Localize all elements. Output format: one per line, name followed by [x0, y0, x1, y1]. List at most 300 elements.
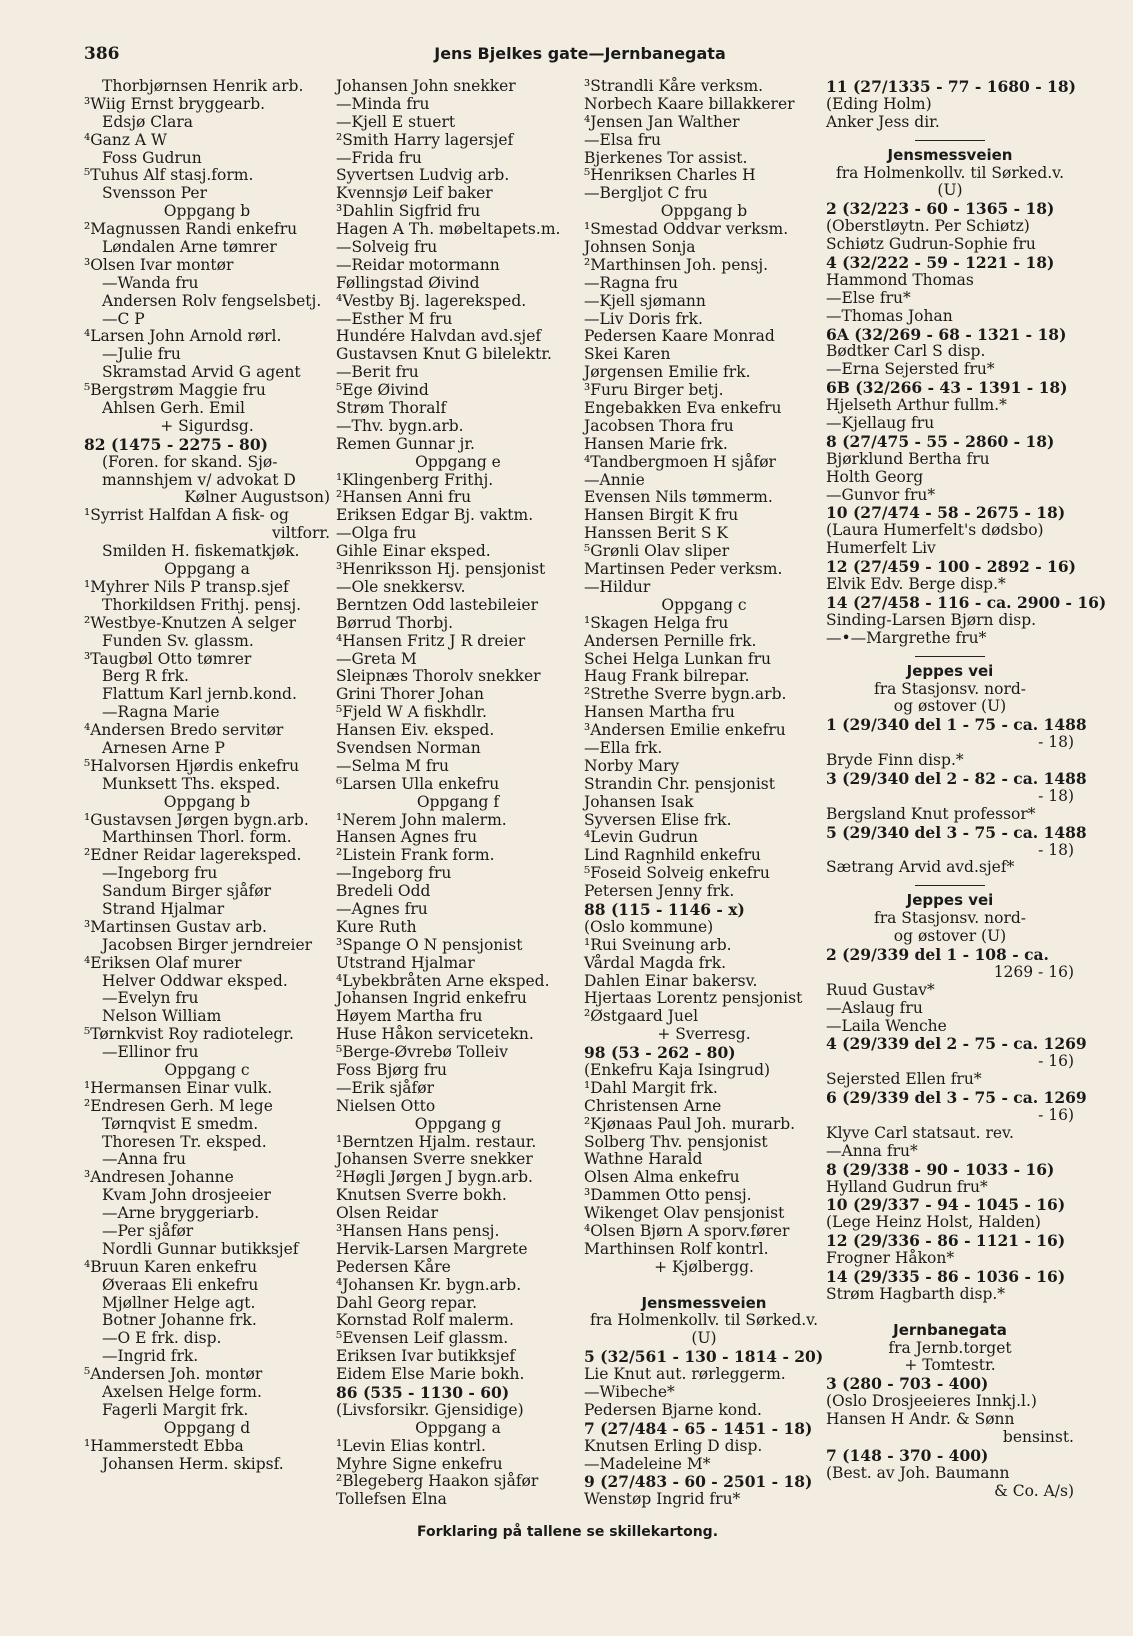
- directory-entry: —Thv. bygn.arb.: [336, 416, 464, 435]
- directory-entry: Øveraas Eli enkefru: [102, 1275, 259, 1294]
- directory-entry: ⁴Jensen Jan Walther: [584, 112, 740, 131]
- directory-entry: Wikenget Olav pensjonist: [584, 1204, 785, 1223]
- directory-entry: Sleipnæs Thorolv snekker: [336, 667, 541, 686]
- directory-entry: Evensen Nils tømmerm.: [584, 488, 773, 507]
- directory-entry: ⁴Vestby Bj. lagereksped.: [336, 291, 527, 310]
- directory-entry: ¹Levin Elias kontrl.: [336, 1436, 486, 1455]
- directory-entry: Eriksen Edgar Bj. vaktm.: [336, 506, 534, 525]
- directory-entry: Hagen A Th. møbeltapets.m.: [336, 220, 561, 239]
- directory-entry: ¹Myhrer Nils P transp.sjef: [84, 577, 289, 596]
- directory-entry: Tollefsen Elna: [336, 1490, 447, 1509]
- directory-entry: ²Hansen Anni fru: [336, 488, 472, 507]
- directory-entry: Skramstad Arvid G agent: [102, 363, 301, 382]
- section-label: Oppgang g: [414, 1114, 502, 1133]
- directory-entry: Jacobsen Birger jerndreier: [102, 935, 313, 954]
- directory-entry: ³Hansen Hans pensj.: [336, 1222, 500, 1240]
- directory-entry: (Oslo Drosjeeieres Innkj.l.): [826, 1392, 1037, 1411]
- directory-entry: Thorkildsen Frithj. pensj.: [102, 595, 302, 614]
- directory-entry: Christensen Arne: [584, 1096, 722, 1115]
- directory-entry: —Else fru*: [826, 288, 911, 307]
- directory-entry: Berntzen Odd lastebileier: [336, 595, 539, 614]
- section-label: Oppgang a: [415, 1418, 501, 1437]
- section-label: fra Jernb.torget: [888, 1338, 1012, 1357]
- directory-entry: Johansen Isak: [584, 792, 694, 811]
- directory-entry: (Oslo kommune): [584, 917, 714, 936]
- directory-entry: Løndalen Arne tømrer: [102, 238, 277, 257]
- directory-entry: Pedersen Bjarne kond.: [584, 1400, 762, 1419]
- directory-entry: ³Olsen Ivar montør: [84, 255, 234, 274]
- directory-entry: —Thomas Johan: [826, 306, 953, 325]
- directory-entry: ⁴Tandbergmoen H sjåfør: [584, 452, 776, 471]
- directory-entry: Føllingstad Øivind: [336, 273, 480, 292]
- directory-entry: 3 (280 - 703 - 400): [826, 1374, 989, 1394]
- section-label: (U): [691, 1329, 717, 1348]
- directory-entry: Bryde Finn disp.*: [826, 751, 964, 770]
- directory-entry: —Kjellaug fru: [826, 414, 935, 433]
- page-number: 386: [84, 44, 120, 64]
- directory-entry: Frogner Håkon*: [826, 1249, 955, 1268]
- directory-entry: Elvik Edv. Berge disp.*: [826, 575, 1006, 594]
- directory-entry: ²Strethe Sverre bygn.arb.: [584, 685, 787, 704]
- directory-entry: Nielsen Otto: [336, 1096, 436, 1115]
- directory-entry: ¹Syrrist Halfdan A fisk- og: [84, 506, 289, 525]
- directory-entry: - 16): [1038, 1052, 1074, 1071]
- directory-entry: —Per sjåfør: [102, 1222, 194, 1240]
- directory-entry: (Livsforsikr. Gjensidige): [336, 1400, 524, 1419]
- directory-entry: Ahlsen Gerh. Emil: [102, 399, 245, 418]
- street-heading: Jeppes vei: [906, 661, 994, 680]
- directory-entry: Botner Johanne frk.: [102, 1311, 257, 1330]
- directory-entry: Bredeli Odd: [336, 882, 431, 901]
- directory-entry: Martinsen Peder verksm.: [584, 560, 783, 579]
- section-label: Oppgang b: [660, 202, 748, 221]
- directory-entry: Gihle Einar eksped.: [336, 542, 491, 561]
- directory-entry: viltforr.: [271, 524, 330, 543]
- directory-entry: —•—Margrethe fru*: [826, 628, 987, 647]
- directory-entry: ⁵Berge-Øvrebø Tolleiv: [336, 1043, 509, 1062]
- directory-entry: —Ingeborg fru: [336, 864, 452, 883]
- directory-entry: —Anna fru: [102, 1150, 186, 1169]
- section-label: og østover (U): [893, 697, 1007, 716]
- directory-entry: [584, 1277, 824, 1295]
- directory-entry: Marthinsen Rolf kontrl.: [584, 1239, 769, 1258]
- directory-entry: Andersen Pernille frk.: [584, 631, 757, 650]
- directory-entry: —Frida fru: [336, 148, 422, 167]
- directory-entry: Hansen Marie frk.: [584, 434, 728, 453]
- directory-entry: ⁵Halvorsen Hjørdis enkefru: [84, 756, 300, 775]
- directory-entry: ³Strandli Kåre verksm.: [584, 77, 764, 95]
- directory-entry: Svensson Per: [102, 184, 207, 203]
- directory-entry: Kvam John drosjeeier: [102, 1186, 271, 1205]
- directory-entry: - 18): [1038, 840, 1074, 859]
- directory-entry: - 16): [1038, 1105, 1074, 1124]
- directory-entry: ¹Smestad Oddvar verksm.: [584, 220, 789, 239]
- directory-entry: —Olga fru: [336, 524, 417, 543]
- directory-entry: Bjørklund Bertha fru: [826, 449, 990, 468]
- directory-entry: Remen Gunnar jr.: [336, 434, 475, 453]
- directory-entry: 2 (32/223 - 60 - 1365 - 18): [826, 199, 1055, 219]
- directory-entry: —C P: [102, 309, 145, 328]
- directory-entry: Svendsen Norman: [336, 738, 481, 757]
- directory-entry: —Julie fru: [102, 345, 181, 364]
- directory-entry: 10 (29/337 - 94 - 1045 - 16): [826, 1195, 1066, 1215]
- directory-entry: Fagerli Margit frk.: [102, 1400, 249, 1419]
- directory-entry: Eriksen Ivar butikksjef: [336, 1347, 516, 1366]
- directory-entry: ⁴Andersen Bredo servitør: [84, 721, 284, 740]
- directory-entry: ⁵Grønli Olav sliper: [584, 542, 730, 561]
- directory-entry: —Arne bryggeriarb.: [102, 1204, 260, 1223]
- section-label: Oppgang e: [415, 452, 501, 471]
- directory-entry: & Co. A/s): [994, 1481, 1074, 1500]
- directory-entry: ²Smith Harry lagersjef: [336, 130, 514, 149]
- directory-entry: Hjelseth Arthur fullm.*: [826, 396, 1007, 415]
- directory-entry: Lie Knut aut. rørleggerm.: [584, 1365, 786, 1384]
- directory-entry: 9 (27/483 - 60 - 2501 - 18): [584, 1472, 813, 1492]
- directory-entry: (Eding Holm): [826, 94, 932, 113]
- directory-entry: ⁶Larsen Ulla enkefru: [336, 774, 500, 793]
- directory-entry: Grini Thorer Johan: [336, 685, 484, 704]
- directory-entry: —Madeleine M*: [584, 1454, 711, 1473]
- directory-entry: —Reidar motormann: [336, 255, 500, 274]
- section-label: Oppgang b: [163, 792, 251, 811]
- directory-entry: ³Dahlin Sigfrid fru: [336, 202, 481, 221]
- directory-entry: Nordli Gunnar butikksjef: [102, 1239, 299, 1258]
- directory-entry: ⁵Foseid Solveig enkefru: [584, 864, 770, 883]
- directory-entry: Olsen Reidar: [336, 1204, 439, 1223]
- section-label: Oppgang a: [164, 560, 250, 579]
- directory-entry: Arnesen Arne P: [102, 738, 225, 757]
- directory-entry: ¹Nerem John malerm.: [336, 810, 507, 829]
- directory-entry: Eidem Else Marie bokh.: [336, 1365, 525, 1384]
- directory-entry: Knutsen Sverre bokh.: [336, 1186, 507, 1205]
- directory-entry: Kvennsjø Leif baker: [336, 184, 493, 203]
- directory-entry: Lind Ragnhild enkefru: [584, 846, 761, 865]
- directory-entry: ⁵Bergstrøm Maggie fru: [84, 381, 266, 400]
- directory-entry: —Ole snekkersv.: [336, 577, 466, 596]
- directory-entry: —Berit fru: [336, 363, 419, 382]
- directory-entry: 5 (32/561 - 130 - 1814 - 20): [584, 1347, 824, 1367]
- footer-note: Forklaring på tallene se skillekartong.: [416, 1524, 719, 1540]
- section-label: fra Holmenkollv. til Sørked.v.: [589, 1311, 819, 1330]
- section-label: fra Stasjonsv. nord-: [873, 909, 1027, 928]
- directory-entry: Børrud Thorbj.: [336, 613, 454, 632]
- directory-entry: Nelson William: [102, 1007, 222, 1026]
- directory-entry: Thorbjørnsen Henrik arb.: [102, 77, 304, 95]
- directory-entry: Hjertaas Lorentz pensjonist: [584, 989, 803, 1008]
- directory-entry: 4 (32/222 - 59 - 1221 - 18): [826, 253, 1055, 273]
- directory-entry: 12 (27/459 - 100 - 2892 - 16): [826, 557, 1076, 577]
- directory-entry: Hundére Halvdan avd.sjef: [336, 327, 542, 346]
- directory-entry: Syversen Elise frk.: [584, 810, 732, 829]
- directory-entry: Johnsen Sonja: [584, 238, 696, 257]
- column-3: [584, 78, 824, 1509]
- section-label: + Tomtestr.: [904, 1356, 996, 1375]
- directory-entry: Petersen Jenny frk.: [584, 882, 735, 901]
- directory-entry: (Laura Humerfelt's dødsbo): [826, 521, 1044, 540]
- section-label: Oppgang c: [164, 1060, 250, 1079]
- street-heading: Jeppes vei: [906, 891, 994, 910]
- directory-entry: —Ellinor fru: [102, 1043, 199, 1062]
- directory-entry: 7 (27/484 - 65 - 1451 - 18): [584, 1418, 813, 1438]
- directory-entry: —Ragna fru: [584, 273, 678, 292]
- directory-entry: Norbech Kaare billakkerer: [584, 94, 795, 113]
- directory-entry: ²Marthinsen Joh. pensj.: [584, 255, 769, 274]
- section-label: fra Stasjonsv. nord-: [873, 679, 1027, 698]
- directory-entry: Hansen Agnes fru: [336, 828, 478, 847]
- directory-entry: (Best. av Joh. Baumann: [826, 1463, 1010, 1482]
- directory-entry: (Oberstløytn. Per Schiøtz): [826, 217, 1030, 236]
- directory-entry: —Agnes fru: [336, 899, 428, 918]
- running-head: Jens Bjelkes gate—Jernbanegata: [434, 44, 726, 63]
- directory-entry: [826, 1304, 1074, 1322]
- directory-entry: ²Østgaard Juel: [584, 1007, 699, 1026]
- directory-entry: ²Endresen Gerh. M lege: [84, 1096, 273, 1115]
- section-label: Oppgang b: [163, 202, 251, 221]
- directory-entry: Bergsland Knut professor*: [826, 804, 1036, 823]
- directory-entry: ⁴Ganz A W: [84, 130, 167, 149]
- directory-entry: ⁴Hansen Fritz J R dreier: [336, 631, 526, 650]
- directory-entry: —Wanda fru: [102, 273, 199, 292]
- section-label: fra Holmenkollv. til Sørked.v.: [835, 163, 1065, 182]
- directory-entry: —O E frk. disp.: [102, 1329, 222, 1348]
- directory-entry: - 18): [1038, 786, 1074, 805]
- directory-entry: Andersen Rolv fengselsbetj.: [102, 291, 322, 310]
- directory-entry: Haug Frank bilrepar.: [584, 667, 750, 686]
- directory-entry: ¹Rui Sveinung arb.: [584, 935, 732, 954]
- directory-entry: Strandin Chr. pensjonist: [584, 774, 775, 793]
- directory-entry: Hansen Martha fru: [584, 703, 735, 722]
- directory-entry: —Liv Doris frk.: [584, 309, 703, 328]
- directory-entry: ³Wiig Ernst bryggearb.: [84, 94, 266, 113]
- directory-entry: 6B (32/266 - 43 - 1391 - 18): [826, 378, 1068, 398]
- directory-entry: —Kjell sjømann: [584, 291, 706, 310]
- directory-entry: - 18): [1038, 733, 1074, 752]
- section-label: + Sverresg.: [657, 1025, 751, 1044]
- directory-entry: 86 (535 - 1130 - 60): [336, 1383, 510, 1403]
- directory-entry: —Bergljot C fru: [584, 184, 708, 203]
- column-2: [336, 78, 580, 1509]
- directory-entry: Strand Hjalmar: [102, 899, 225, 918]
- directory-entry: —Solveig fru: [336, 238, 438, 257]
- column-4: [826, 77, 1107, 1501]
- directory-entry: —Ingrid frk.: [102, 1347, 199, 1366]
- directory-entry: ²Blegeberg Haakon sjåfør: [336, 1472, 539, 1491]
- directory-entry: ⁵Andersen Joh. montør: [84, 1365, 263, 1384]
- directory-entry: Tørnqvist E smedm.: [102, 1114, 259, 1133]
- directory-entry: Holth Georg: [826, 467, 924, 486]
- directory-entry: 7 (148 - 370 - 400): [826, 1445, 989, 1465]
- directory-entry: Bødtker Carl S disp.: [826, 342, 986, 361]
- directory-entry: Strøm Thoralf: [336, 399, 447, 418]
- directory-entry: ²Listein Frank form.: [336, 846, 495, 865]
- directory-entry: Bjerkenes Tor assist.: [584, 148, 748, 167]
- directory-entry: —Greta M: [336, 649, 417, 668]
- directory-entry: ²Høgli Jørgen J bygn.arb.: [336, 1168, 533, 1187]
- directory-entry: bensinst.: [1002, 1428, 1074, 1447]
- directory-entry: 88 (115 - 1146 - x): [584, 899, 745, 919]
- directory-entry: 1 (29/340 del 1 - 75 - ca. 1488: [826, 715, 1087, 735]
- directory-entry: ⁴Levin Gudrun: [584, 828, 698, 847]
- directory-entry: Foss Gudrun: [102, 148, 202, 167]
- directory-entry: ⁴Eriksen Olaf murer: [84, 953, 242, 972]
- directory-entry: Edsjø Clara: [102, 112, 193, 131]
- directory-entry: ²Edner Reidar lagereksped.: [84, 846, 302, 865]
- directory-entry: Engebakken Eva enkefru: [584, 399, 782, 418]
- directory-entry: —Kjell E stuert: [336, 112, 456, 131]
- section-label: + Sigurdsg.: [160, 416, 254, 435]
- directory-entry: —Esther M fru: [336, 309, 453, 328]
- directory-entry: Helver Oddwar eksped.: [102, 971, 288, 990]
- directory-entry: 10 (27/474 - 58 - 2675 - 18): [826, 503, 1066, 523]
- directory-entry: 14 (29/335 - 86 - 1036 - 16): [826, 1267, 1066, 1286]
- section-label: Oppgang f: [416, 792, 500, 811]
- directory-entry: ³Taugbøl Otto tømrer: [84, 649, 252, 668]
- directory-entry: ⁴Johansen Kr. bygn.arb.: [336, 1275, 522, 1294]
- directory-entry: 6 (29/339 del 3 - 75 - ca. 1269: [826, 1088, 1087, 1108]
- directory-entry: Johansen Sverre snekker: [336, 1150, 533, 1169]
- directory-entry: 6A (32/269 - 68 - 1321 - 18): [826, 324, 1067, 344]
- directory-entry: ⁵Tuhus Alf stasj.form.: [84, 166, 254, 185]
- directory-entry: mannshjem v/ advokat D: [102, 470, 296, 489]
- directory-entry: Pedersen Kaare Monrad: [584, 327, 775, 346]
- directory-entry: ⁵Henriksen Charles H: [584, 166, 756, 185]
- directory-entry: Olsen Alma enkefru: [584, 1168, 740, 1187]
- directory-entry: —Wibeche*: [584, 1383, 675, 1402]
- directory-entry: Berg R frk.: [102, 667, 189, 686]
- directory-entry: Schei Helga Lunkan fru: [584, 649, 772, 668]
- directory-entry: Schiøtz Gudrun-Sophie fru: [826, 235, 1036, 254]
- directory-entry: ¹Berntzen Hjalm. restaur.: [336, 1132, 537, 1151]
- directory-entry: ¹Klingenberg Frithj.: [336, 470, 494, 489]
- directory-entry: ²Kjønaas Paul Joh. murarb.: [584, 1114, 796, 1133]
- directory-entry: ⁴Larsen John Arnold rørl.: [84, 327, 282, 346]
- directory-entry: Ruud Gustav*: [826, 980, 935, 999]
- directory-entry: Høyem Martha fru: [336, 1007, 483, 1026]
- directory-entry: Wathne Harald: [584, 1150, 703, 1169]
- directory-entry: ³Andresen Johanne: [84, 1168, 234, 1187]
- directory-entry: Johansen Ingrid enkefru: [336, 989, 527, 1008]
- directory-entry: Sandum Birger sjåfør: [102, 882, 272, 901]
- street-heading: Jensmessveien: [641, 1293, 767, 1312]
- directory-entry: —Elsa fru: [584, 130, 662, 149]
- directory-entry: Vårdal Magda frk.: [584, 953, 727, 972]
- directory-entry: Skei Karen: [584, 345, 671, 364]
- directory-entry: Strøm Hagbarth disp.*: [826, 1284, 1006, 1303]
- section-label: og østover (U): [893, 927, 1007, 946]
- street-heading: Jensmessveien: [887, 145, 1013, 164]
- directory-entry: ¹Hermansen Einar vulk.: [84, 1078, 273, 1097]
- directory-entry: ³Andersen Emilie enkefru: [584, 721, 786, 740]
- section-label: Oppgang c: [661, 595, 747, 614]
- directory-entry: Hervik-Larsen Margrete: [336, 1239, 528, 1258]
- section-divider: [915, 140, 985, 141]
- directory-entry: —Erna Sejersted fru*: [826, 360, 995, 379]
- directory-entry: 98 (53 - 262 - 80): [584, 1043, 736, 1063]
- directory-entry: Humerfelt Liv: [826, 539, 936, 558]
- directory-entry: Foss Bjørg fru: [336, 1060, 447, 1079]
- directory-entry: 11 (27/1335 - 77 - 1680 - 18): [826, 77, 1076, 96]
- directory-entry: 8 (29/338 - 90 - 1033 - 16): [826, 1159, 1055, 1179]
- directory-entry: —Annie: [584, 470, 645, 489]
- directory-entry: ⁴Lybekbråten Arne eksped.: [336, 971, 550, 990]
- directory-entry: ⁴Olsen Bjørn A sporv.fører: [584, 1222, 790, 1240]
- directory-entry: ¹Gustavsen Jørgen bygn.arb.: [84, 810, 309, 829]
- directory-entry: Kølner Augustson): [184, 488, 330, 507]
- directory-entry: Sejersted Ellen fru*: [826, 1070, 982, 1089]
- directory-entry: ¹Skagen Helga fru: [584, 613, 729, 632]
- section-divider: [915, 656, 985, 657]
- directory-entry: —Aslaug fru: [826, 998, 923, 1017]
- directory-entry: 4 (29/339 del 2 - 75 - ca. 1269: [826, 1034, 1087, 1054]
- directory-entry: Hansen H Andr. & Sønn: [826, 1410, 1015, 1429]
- directory-entry: Wenstøp Ingrid fru*: [584, 1490, 741, 1509]
- directory-entry: —Laila Wenche: [826, 1016, 947, 1035]
- directory-entry: Hansen Eiv. eksped.: [336, 721, 495, 740]
- directory-entry: ¹Dahl Margit frk.: [584, 1078, 718, 1097]
- directory-entry: Axelsen Helge form.: [102, 1383, 262, 1402]
- directory-entry: Smilden H. fiskematkjøk.: [102, 542, 300, 561]
- directory-entry: —Ella frk.: [584, 738, 663, 757]
- directory-entry: Utstrand Hjalmar: [336, 953, 475, 972]
- directory-entry: ¹Hammerstedt Ebba: [84, 1436, 244, 1455]
- directory-entry: 14 (27/458 - 116 - ca. 2900 - 16): [826, 592, 1107, 612]
- directory-entry: ⁵Ege Øivind: [336, 381, 429, 400]
- directory-entry: 8 (27/475 - 55 - 2860 - 18): [826, 431, 1055, 451]
- directory-entry: Mjøllner Helge agt.: [102, 1293, 256, 1312]
- directory-entry: ³Spange O N pensjonist: [336, 935, 523, 954]
- directory-entry: Kure Ruth: [336, 917, 417, 936]
- directory-entry: Johansen Herm. skipsf.: [102, 1454, 284, 1473]
- section-label: Oppgang d: [163, 1418, 251, 1437]
- directory-entry: —Anna fru*: [826, 1141, 918, 1160]
- directory-entry: Anker Jess dir.: [826, 112, 940, 131]
- directory-entry: —Ingeborg fru: [102, 864, 218, 883]
- directory-entry: ²Westbye-Knutzen A selger: [84, 613, 297, 632]
- directory-entry: (Foren. for skand. Sjø-: [102, 452, 278, 471]
- directory-entry: Marthinsen Thorl. form.: [102, 828, 292, 847]
- directory-entry: ⁵Evensen Leif glassm.: [336, 1329, 509, 1348]
- directory-entry: Hanssen Berit S K: [584, 524, 728, 543]
- directory-entry: Sinding-Larsen Bjørn disp.: [826, 610, 1037, 629]
- directory-entry: Hammond Thomas: [826, 270, 974, 289]
- directory-entry: ²Magnussen Randi enkefru: [84, 220, 298, 239]
- directory-entry: Flattum Karl jernb.kond.: [102, 685, 297, 704]
- directory-entry: 82 (1475 - 2275 - 80): [84, 434, 268, 454]
- directory-entry: ⁵Tørnkvist Roy radiotelegr.: [84, 1025, 294, 1044]
- directory-entry: Syvertsen Ludvig arb.: [336, 166, 510, 185]
- directory-entry: ³Dammen Otto pensj.: [584, 1186, 752, 1205]
- directory-entry: —Hildur: [584, 577, 651, 596]
- directory-entry: Norby Mary: [584, 756, 680, 775]
- directory-entry: Jørgensen Emilie frk.: [584, 363, 751, 382]
- directory-entry: 2 (29/339 del 1 - 108 - ca.: [826, 944, 1049, 964]
- directory-entry: 12 (29/336 - 86 - 1121 - 16): [826, 1231, 1066, 1251]
- directory-entry: Gustavsen Knut G bilelektr.: [336, 345, 552, 364]
- directory-entry: —Ragna Marie: [102, 703, 220, 722]
- directory-entry: Knutsen Erling D disp.: [584, 1436, 763, 1455]
- directory-entry: ⁴Bruun Karen enkefru: [84, 1257, 258, 1276]
- directory-entry: Munksett Ths. eksped.: [102, 774, 281, 793]
- directory-entry: Solberg Thv. pensjonist: [584, 1132, 768, 1151]
- directory-entry: 5 (29/340 del 3 - 75 - ca. 1488: [826, 822, 1087, 842]
- directory-entry: ⁵Fjeld W A fiskhdlr.: [336, 703, 487, 722]
- street-heading: Jernbanegata: [893, 1320, 1007, 1339]
- directory-entry: Pedersen Kåre: [336, 1257, 451, 1276]
- directory-entry: 1269 - 16): [993, 962, 1074, 981]
- directory-entry: Sætrang Arvid avd.sjef*: [826, 858, 1015, 877]
- column-1: [84, 78, 330, 1473]
- directory-entry: —Gunvor fru*: [826, 485, 936, 504]
